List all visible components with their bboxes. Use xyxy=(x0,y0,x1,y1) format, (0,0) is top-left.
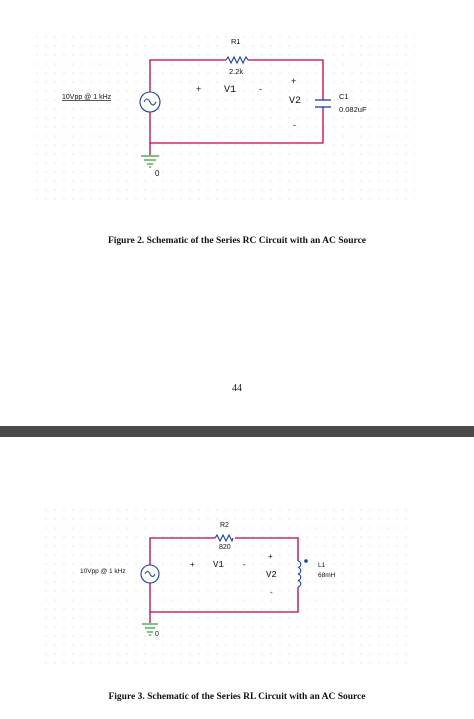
v2-plus: + xyxy=(291,76,297,86)
capacitor-c1-value: 0.082uF xyxy=(339,105,367,114)
v1-plus: + xyxy=(190,560,195,569)
page-number: 44 xyxy=(232,383,242,394)
v1-minus: - xyxy=(259,84,262,94)
resistor-r1-name: R1 xyxy=(231,37,241,46)
v2-label: V2 xyxy=(266,570,277,580)
v1-label: V1 xyxy=(213,560,224,570)
inductor-l1-name: L1 xyxy=(318,562,326,569)
schematic-grid xyxy=(40,507,408,665)
capacitor-c1-name: C1 xyxy=(339,92,349,101)
v2-minus: - xyxy=(293,120,296,130)
resistor-r2-name: R2 xyxy=(220,522,229,529)
source-label: 10Vpp @ 1 kHz xyxy=(80,568,126,575)
figure-2-caption: Figure 2. Schematic of the Series RC Circuit with an AC Source xyxy=(107,236,367,246)
inductor-polarity-dot xyxy=(304,559,308,563)
resistor-r2-value: 820 xyxy=(219,544,231,551)
page-45 xyxy=(0,437,474,719)
inductor-l1-value: 68mH xyxy=(318,572,336,579)
page-divider xyxy=(0,426,474,437)
ground-label: 0 xyxy=(155,631,159,638)
v1-label: V1 xyxy=(224,85,237,96)
figure-3-caption: Figure 3. Schematic of the Series RL Circuit with an AC Source xyxy=(108,692,366,702)
v2-plus: + xyxy=(268,552,273,561)
resistor-r1-value: 2.2k xyxy=(229,67,244,76)
ground-label: 0 xyxy=(155,169,160,178)
schematic-grid xyxy=(30,32,415,202)
v2-label: V2 xyxy=(289,96,302,107)
v2-minus: - xyxy=(270,588,273,597)
source-label: 10Vpp @ 1 kHz xyxy=(62,94,112,101)
figure-3-schematic xyxy=(0,437,474,719)
v1-minus: - xyxy=(243,560,246,569)
v1-plus: + xyxy=(196,84,202,94)
